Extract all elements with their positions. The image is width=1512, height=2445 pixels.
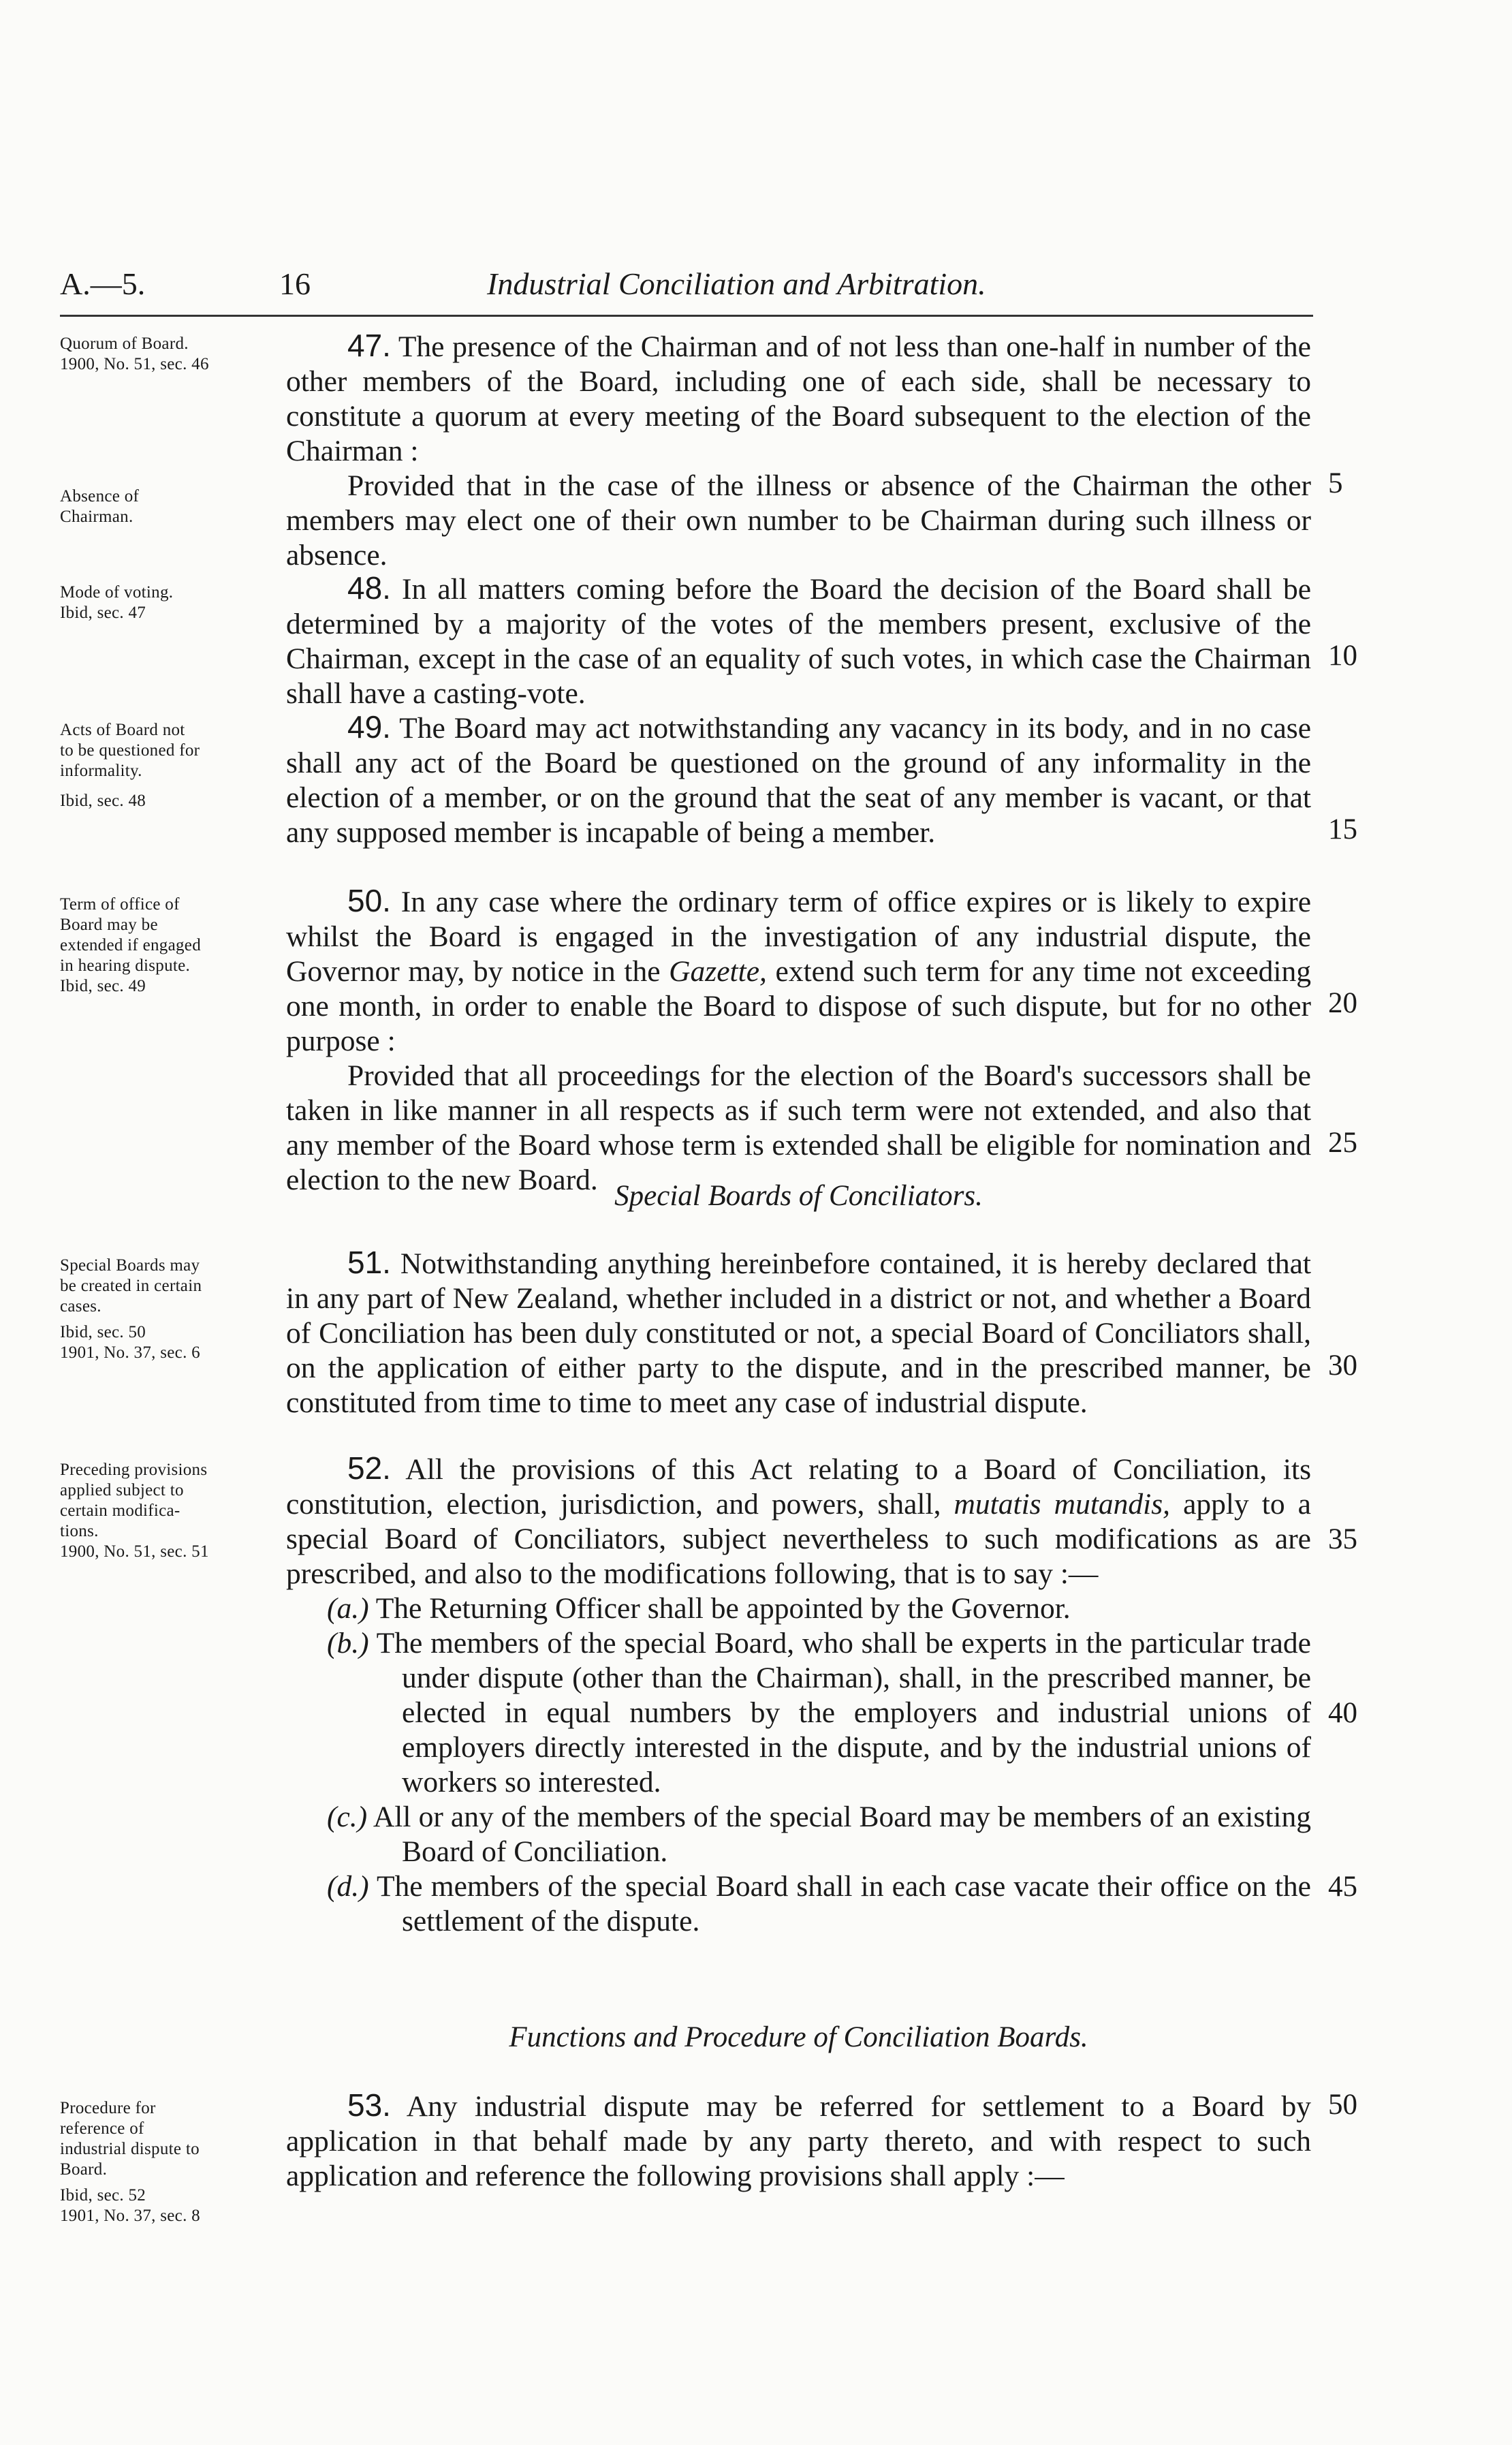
section-50 xyxy=(286,884,1311,1198)
section-53 xyxy=(286,2088,1311,2194)
margin-note-line: 1901, No. 37, sec. 6 xyxy=(60,1343,200,1362)
item-text: The members of the special Board, who shall be experts in the particular trade under dispute (other than the Chairman), shall, in the prescribed manner, be elected in equal numbers by the employers and industrial unions of employers directly interested in the dispute, and by the industrial unions of workers so interested. xyxy=(376,1627,1311,1798)
section-51 xyxy=(286,1245,1311,1420)
margin-note-absence xyxy=(60,486,285,527)
list-item xyxy=(286,1800,1311,1869)
section-number: 53. xyxy=(347,2087,391,2123)
margin-note-line: 1901, No. 37, sec. 8 xyxy=(60,2207,200,2225)
section-text: The Board may act notwithstanding any vacancy in its body, and in no case shall any act of the Board be questioned on the ground of any informality in the election of a member, or on the ground that the seat of any member is vacant, or that any supposed member is incapable of being a member. xyxy=(286,712,1312,849)
parliamentary-paper-number: A.—5. xyxy=(60,266,146,301)
margin-note-line: Procedure for xyxy=(60,2099,156,2117)
section-text: extend such term for any time not exceeding one month, in order to enable the Board to dispose of such dispute, but for no other purpose : xyxy=(286,955,1311,1057)
margin-note-line: 1900, No. 51, sec. 51 xyxy=(60,1542,209,1561)
section-48 xyxy=(286,571,1311,711)
margin-note-informality xyxy=(60,720,285,811)
section-number: 52. xyxy=(347,1450,391,1486)
section-text: In any case where the ordinary term of office expires or is likely to expire whilst the Board is engaged in the investigation of any industrial dispute, the Governor may, by notice in the xyxy=(286,886,1311,988)
margin-note-line: applied subject to xyxy=(60,1481,184,1499)
section-text: In all matters coming before the Board the decision of the Board shall be determined by a majority of the votes of the members present, exclusive of the Chairman, except in the case of an equality of such votes, in which case the Chairman shall have a casting-vote. xyxy=(286,573,1311,710)
margin-note-line: industrial dispute to xyxy=(60,2140,200,2158)
item-label: (a.) xyxy=(327,1592,369,1625)
margin-note-line: Chairman. xyxy=(60,508,133,526)
heading-special-boards: Special Boards of Conciliators. xyxy=(614,1180,983,1212)
margin-note-line: in hearing dispute. xyxy=(60,956,191,975)
item-text: The members of the special Board shall in each case vacate their office on the settlement of the dispute. xyxy=(376,1870,1311,1937)
page-number: 16 xyxy=(279,266,311,301)
margin-note-line: be created in certain xyxy=(60,1277,202,1295)
item-label: (c.) xyxy=(327,1801,368,1833)
margin-note-line: Ibid, sec. 48 xyxy=(60,792,146,810)
line-number: 40 xyxy=(1328,1697,1357,1729)
margin-note-line: 1900, No. 51, sec. 46 xyxy=(60,355,209,373)
section-47 xyxy=(286,328,1311,573)
list-item xyxy=(286,1626,1311,1800)
section-text: Notwithstanding anything hereinbefore contained, it is hereby declared that in any part of New Zealand, whether included in a district or not, and whether a Board of Conciliation has been duly constituted or not, a special Board of Conciliators shall, on the application of either party to the dispute, and in the prescribed manner, be constituted from time to time to meet any case of industrial dispute. xyxy=(286,1247,1311,1419)
margin-note-line: certain modifica- xyxy=(60,1501,180,1520)
margin-note-line: to be questioned for xyxy=(60,741,200,760)
margin-note-voting xyxy=(60,582,285,623)
margin-note-line: informality. xyxy=(60,762,142,780)
section-text: apply to a special Board of Conciliators, subject nevertheless to such modifications as are prescribed, and also to the modifications following, that is to say :— xyxy=(286,1488,1311,1590)
heading-functions-procedure: Functions and Procedure of Conciliation Boards. xyxy=(509,2021,1088,2053)
margin-note-line: Ibid, sec. 49 xyxy=(60,977,146,995)
header-rule xyxy=(60,315,1313,317)
line-number: 35 xyxy=(1328,1523,1357,1555)
margin-note-preceding-provisions xyxy=(60,1460,285,1562)
line-number: 25 xyxy=(1328,1127,1357,1159)
margin-note-term xyxy=(60,894,285,997)
section-number: 51. xyxy=(347,1245,391,1280)
margin-note-line: Ibid, sec. 47 xyxy=(60,604,146,622)
margin-note-line: tions. xyxy=(60,1522,99,1540)
margin-note-line: Absence of xyxy=(60,487,140,505)
section-47-proviso: Provided that in the case of the illness or absence of the Chairman the other members may elect one of their own number to be Chairman during such illness or absence. xyxy=(286,469,1311,572)
list-item xyxy=(286,1591,1311,1626)
item-label: (d.) xyxy=(327,1870,369,1903)
margin-note-quorum xyxy=(60,334,285,375)
line-number: 30 xyxy=(1328,1350,1357,1382)
margin-note-line: extended if engaged xyxy=(60,936,201,954)
margin-note-line: Board. xyxy=(60,2160,108,2179)
line-number: 45 xyxy=(1328,1871,1357,1903)
section-50-proviso: Provided that all proceedings for the election of the Board's successors shall be taken in like manner in all respects as if such term were not extended, and also that any member of the Board whose term is extended shall be eligible for nomination and election to the new Board. xyxy=(286,1059,1311,1196)
margin-note-special-boards xyxy=(60,1256,285,1363)
line-number: 10 xyxy=(1328,640,1357,672)
section-number: 48. xyxy=(347,570,391,606)
section-text: The presence of the Chairman and of not less than one-half in number of the other members of the Board, including one of each side, shall be necessary to constitute a quorum at every meeting of the Board subsequent to the election of the Chairman : xyxy=(286,330,1311,467)
item-text: The Returning Officer shall be appointed by the Governor. xyxy=(375,1592,1071,1625)
margin-note-line: Special Boards may xyxy=(60,1256,200,1275)
margin-note-line: Mode of voting. xyxy=(60,583,174,602)
section-text: Any industrial dispute may be referred for settlement to a Board by application in that behalf made by any party thereto, and with respect to such application and reference the following provisions shall apply :— xyxy=(286,2090,1311,2192)
section-number: 47. xyxy=(347,328,391,363)
margin-note-line: Preceding provisions xyxy=(60,1461,208,1479)
margin-note-line: Board may be xyxy=(60,916,158,934)
margin-note-line: Term of office of xyxy=(60,895,180,914)
line-number: 20 xyxy=(1328,987,1357,1019)
margin-note-line: Ibid, sec. 52 xyxy=(60,2186,146,2205)
line-number: 50 xyxy=(1328,2089,1357,2121)
item-text: All or any of the members of the special Board may be members of an existing Board of Conciliation. xyxy=(373,1801,1311,1868)
margin-note-line: Quorum of Board. xyxy=(60,334,189,353)
margin-note-line: reference of xyxy=(60,2119,144,2138)
line-number: 15 xyxy=(1328,813,1357,845)
margin-note-line: cases. xyxy=(60,1297,101,1315)
line-number: 5 xyxy=(1328,467,1343,499)
item-label: (b.) xyxy=(327,1627,369,1660)
margin-note-line: Ibid, sec. 50 xyxy=(60,1323,146,1341)
gazette-italic: Gazette, xyxy=(669,955,767,988)
margin-note-line: Acts of Board not xyxy=(60,721,185,739)
section-52 xyxy=(286,1451,1311,1939)
section-number: 50. xyxy=(347,883,391,918)
section-49 xyxy=(286,710,1311,850)
section-47-text xyxy=(286,328,1311,469)
section-number: 49. xyxy=(347,709,391,745)
mutatis-mutandis-italic: mutatis mutandis, xyxy=(954,1488,1171,1521)
running-title: Industrial Conciliation and Arbitration. xyxy=(487,266,986,301)
list-item xyxy=(286,1869,1311,1939)
margin-note-procedure xyxy=(60,2098,285,2226)
section-text: All the provisions of this Act relating to a Board of Conciliation, its constitution, election, jurisdiction, and powers, shall, xyxy=(286,1453,1311,1521)
